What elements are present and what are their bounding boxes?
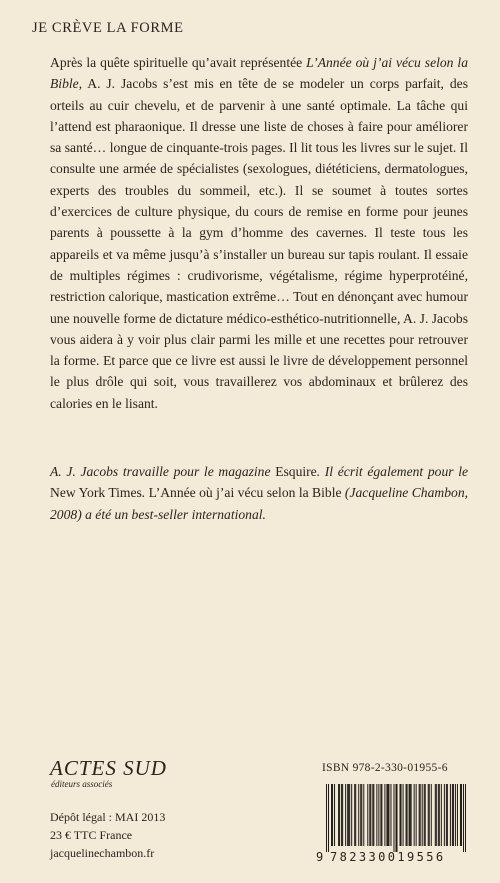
barcode-bar [345,784,346,846]
legal-info [50,808,165,862]
barcode-bar [338,784,339,846]
barcode-bar [326,784,327,852]
barcode-bar [373,784,374,846]
barcode-bar [397,784,398,852]
barcode-bar [354,784,355,846]
barcode-bar [360,784,361,846]
barcode-bar [422,784,423,846]
barcode-bar [439,784,440,846]
barcode-bar [457,784,458,846]
publisher-website: jacquelinechambon.fr [50,846,155,860]
barcode-bar [369,784,370,846]
barcode-bars [326,784,466,852]
barcode-bar [403,784,404,846]
barcode-bar [332,784,333,846]
barcode-bar [446,784,447,846]
barcode-bar [465,784,466,852]
blurb-text [50,52,468,414]
blurb-intro: Après la quête spirituelle qu’avait représentée [50,55,307,70]
barcode-bar [436,784,437,846]
barcode-bar [455,784,456,846]
barcode-bar [361,784,362,846]
barcode-bar [416,784,417,846]
barcode-bar [386,784,387,846]
barcode-first-digit: 9 [316,850,324,864]
barcode-bar [358,784,359,846]
barcode-bar [372,784,373,846]
barcode-bar [435,784,436,846]
barcode-bar [409,784,410,846]
barcode-bar [400,784,401,846]
author-newspaper: New York Times [50,485,142,501]
barcode-bar [407,784,408,846]
barcode-bar [414,784,415,846]
barcode-bar [380,784,381,846]
barcode [316,784,474,866]
barcode-bar [406,784,407,846]
barcode-bar [411,784,412,846]
barcode-bar [390,784,391,846]
publisher-subtitle: éditeurs associés [51,779,113,789]
publisher-name: ACTES SUD [50,756,167,780]
barcode-bar [381,784,382,846]
barcode-bar [378,784,379,846]
barcode-bar [461,784,462,846]
barcode-bar [425,784,426,846]
barcode-bar [463,784,464,852]
isbn-label: ISBN 978-2-330-01955-6 [322,762,448,774]
cover-heading: JE CRÈVE LA FORME [32,20,184,36]
barcode-bar [347,784,348,846]
barcode-bar [420,784,421,846]
barcode-bar [447,784,448,846]
barcode-bar [334,784,335,846]
blurb-body: , A. J. Jacobs s’est mis en tête de se modeler un corps parfait, des orteils au cuir chevelu, et de parvenir à une santé optimale. La tâche qui l’attend est pharaonique. Il dresse une liste de choses à faire pour améliorer sa santé… longue de cinquante-trois pages. Il lit tous les livres sur le sujet. Il consulte une armée de spécialistes (sexologues, diététiciens, dermatologues, experts des troubles du sommeil, etc.). Il se soumet à toutes sortes d’exercices de culture physique, du cours de remise en forme pour jeunes parents à poussette à la gym d’homme des cavernes. Il teste tous les appareils et va même jusqu’à s’installer un bureau sur tapis roulant. Il essaie de multiples régimes : crudivorisme, végétalisme, régime hyperprotéiné, restriction calorique, mastication extrême… Tout en dénonçant avec humour une nouvelle forme de dictature médico-esthético-nutritionnelle, A. J. Jacobs vous aidera à y voir plus clair parmi les mille et une recettes pour retrouver la forme. Et parce que ce livre est aussi le livre de développement personnel le plus drôle qui soit, vous travaillerez vos abdominaux et brûlerez des calories en le lisant. [50,76,468,411]
barcode-bar [424,784,425,846]
barcode-bar [384,784,385,846]
author-note [50,461,468,525]
barcode-bar [348,784,349,846]
author-note-part-3: . [141,485,149,501]
barcode-bar [388,784,389,846]
barcode-bar [341,784,342,846]
barcode-bar [342,784,343,846]
barcode-bar [355,784,356,846]
barcode-bar [370,784,371,846]
barcode-bar [387,784,388,846]
barcode-bar [351,784,352,846]
barcode-bar [431,784,432,846]
barcode-bar [396,784,397,852]
barcode-bar [438,784,439,846]
author-magazine: Esquire [275,464,317,479]
blurb-paragraph [50,52,468,414]
barcode-bar [349,784,350,846]
barcode-bar [429,784,430,846]
barcode-bar [393,784,394,852]
author-previous-book: L’Année où j’ai vécu selon la Bible [148,485,342,501]
barcode-bar [363,784,364,846]
publisher-logo [50,757,167,789]
author-paragraph [50,461,468,525]
price: 23 € TTC France [50,828,133,842]
author-note-part-4: (Jacqueline Chambon, 2008) a été un best-seller international. [50,485,469,522]
barcode-digits: 782330019556 [330,850,446,864]
author-note-part-1: A. J. Jacobs travaille pour le magazine [50,464,276,479]
barcode-bar [331,784,332,846]
barcode-bar [376,784,377,846]
barcode-bar [401,784,402,846]
barcode-bar [444,784,445,846]
barcode-bar [452,784,453,846]
barcode-bar [450,784,451,846]
barcode-bar [410,784,411,846]
barcode-bar [460,784,461,846]
barcode-bar [441,784,442,846]
author-note-part-2: . Il écrit également pour le [316,464,468,479]
barcode-bar [339,784,340,846]
barcode-bar [453,784,454,846]
barcode-bar [367,784,368,846]
barcode-bar [328,784,329,852]
barcode-bar [419,784,420,846]
blurb-book-title: L’Année où j’ai vécu selon la Bible [50,55,468,92]
legal-deposit: Dépôt légal : MAI 2013 [50,810,166,824]
barcode-bar [428,784,429,846]
